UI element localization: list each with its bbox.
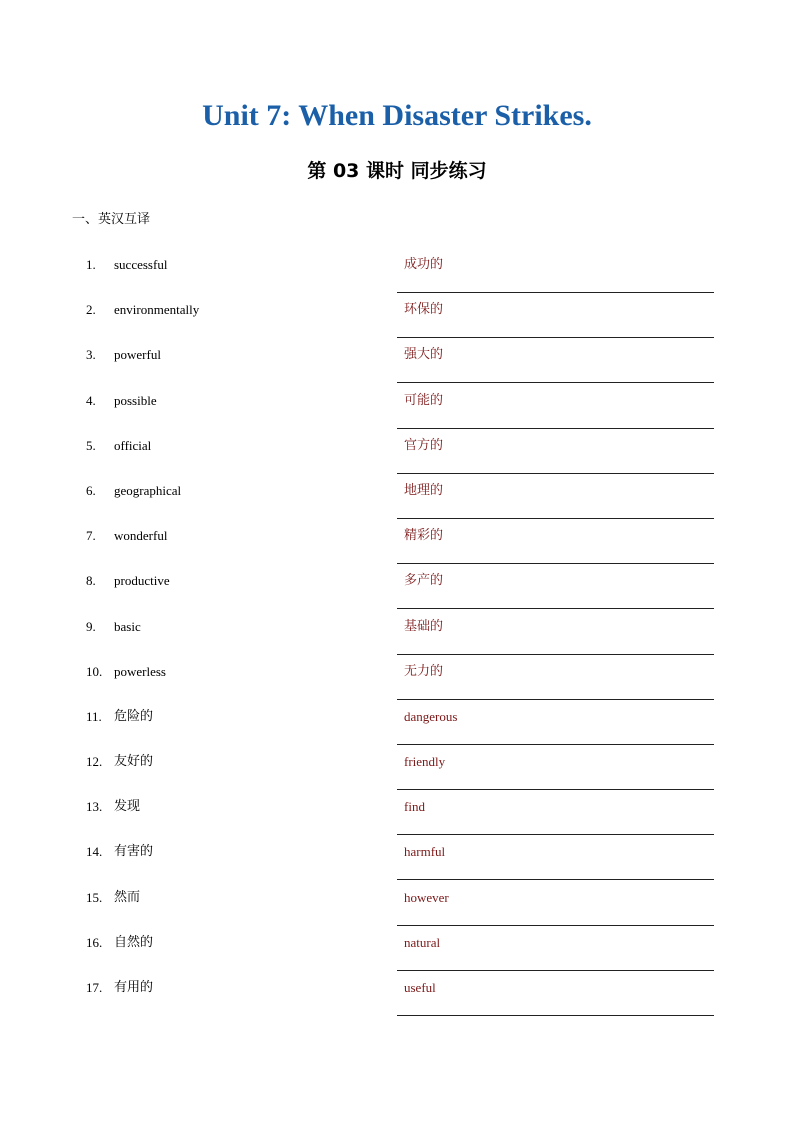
list-item [0,694,794,739]
item-number: 8. [86,573,96,589]
item-answer: 多产的 [404,573,444,589]
list-item [0,604,794,649]
item-number: 15. [86,889,103,905]
list-item [0,920,794,965]
item-answer: harmful [404,844,446,860]
item-number: 9. [86,618,96,634]
item-number: 12. [86,754,103,770]
item-term: 有用的 [114,980,154,995]
list-item [0,378,794,423]
item-number: 6. [86,482,96,498]
item-number: 17. [86,980,103,995]
item-answer: natural [404,934,441,950]
item-answer: 环保的 [404,302,444,318]
item-number: 7. [86,528,96,544]
item-term: possible [114,392,157,408]
list-item [0,468,794,513]
list-item [0,875,794,920]
item-number: 2. [86,302,96,318]
translation-list [0,242,794,1010]
section-heading: 一、英汉互译 [72,212,151,227]
item-number: 14. [86,844,103,860]
list-item [0,739,794,784]
item-answer: 可能的 [404,392,444,408]
item-number: 13. [86,799,103,815]
item-term: official [114,437,152,453]
list-item [0,784,794,829]
item-term: 自然的 [114,934,154,950]
item-answer: useful [404,980,436,995]
item-answer: 官方的 [404,437,444,453]
item-term: wonderful [114,528,168,544]
item-term: 危险的 [114,708,154,724]
item-term: successful [114,257,168,272]
item-term: 然而 [114,889,141,905]
item-term: 有害的 [114,844,154,860]
page-title: Unit 7: When Disaster Strikes. [202,99,592,132]
item-term: 发现 [114,799,141,815]
item-number: 16. [86,934,103,950]
item-term: powerless [114,663,166,679]
item-term: powerful [114,347,161,363]
list-item [0,287,794,332]
item-term: basic [114,618,141,634]
item-answer: however [404,889,449,905]
item-term: environmentally [114,302,200,318]
lesson-subtitle: 第 03 课时 同步练习 [307,160,487,182]
item-answer: 成功的 [404,257,444,272]
item-answer: 强大的 [404,347,444,363]
item-answer: find [404,799,425,815]
item-answer: friendly [404,754,446,770]
item-number: 3. [86,347,96,363]
list-item [0,558,794,603]
item-answer: 基础的 [404,618,444,634]
item-number: 11. [86,708,102,724]
item-answer: 地理的 [404,482,444,498]
answer-line [397,1015,714,1016]
item-number: 10. [86,663,103,679]
item-answer: dangerous [404,708,458,724]
list-item [0,829,794,874]
list-item [0,242,794,287]
item-number: 5. [86,437,96,453]
list-item [0,649,794,694]
list-item [0,513,794,558]
item-answer: 无力的 [404,663,444,679]
item-term: 友好的 [114,754,154,770]
item-number: 1. [86,257,96,272]
list-item [0,332,794,377]
list-item [0,423,794,468]
list-item [0,965,794,1010]
item-term: geographical [114,482,182,498]
item-answer: 精彩的 [404,528,444,544]
item-number: 4. [86,392,96,408]
item-term: productive [114,573,170,589]
